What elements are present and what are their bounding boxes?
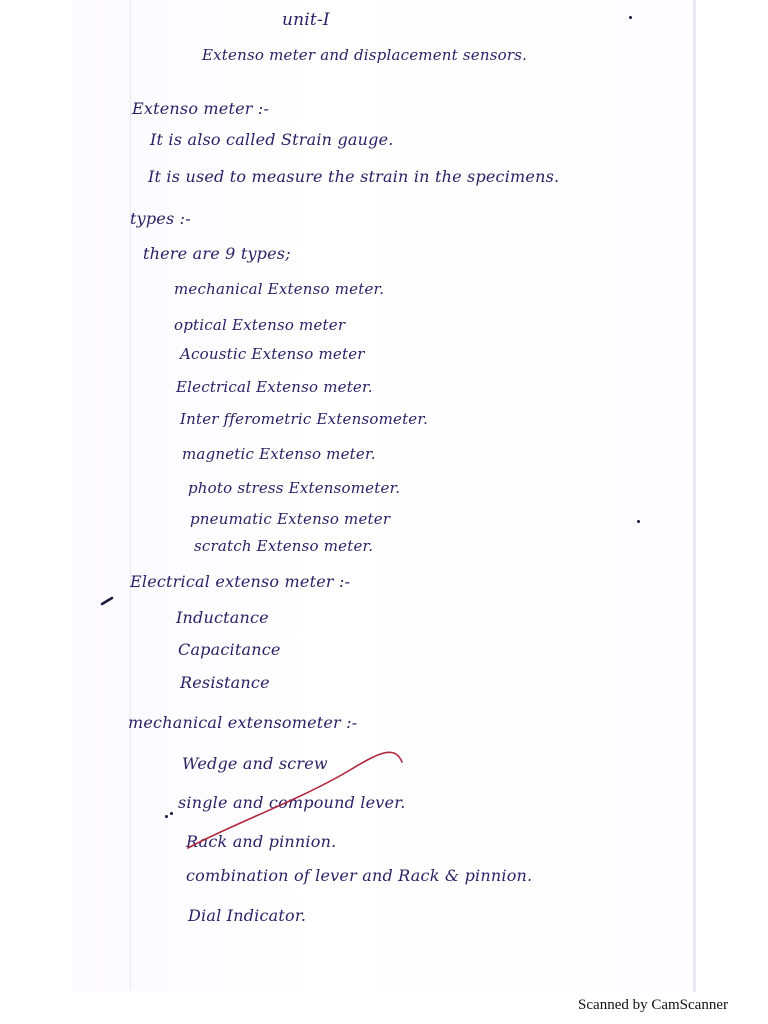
electrical-item: Resistance: [180, 673, 270, 692]
type-item: Electrical Extenso meter.: [176, 378, 373, 396]
mechanical-item: Wedge and screw: [182, 754, 328, 773]
mechanical-item: combination of lever and Rack & pinnion.: [186, 866, 533, 885]
electrical-item: Capacitance: [178, 640, 281, 659]
heading-types: types :-: [130, 209, 191, 228]
extensometer-line-1: It is also called Strain gauge.: [150, 130, 394, 149]
ink-speck: [165, 815, 168, 818]
type-item: Inter fferometric Extensometer.: [180, 410, 429, 428]
extensometer-line-2: It is used to measure the strain in the specimens.: [148, 167, 560, 186]
mechanical-item: Rack and pinnion.: [186, 832, 337, 851]
ink-speck: [170, 812, 173, 815]
type-item: optical Extenso meter: [174, 316, 346, 334]
types-intro: there are 9 types;: [143, 244, 291, 263]
type-item: scratch Extenso meter.: [194, 537, 374, 555]
type-item: magnetic Extenso meter.: [182, 445, 376, 463]
heading-electrical: Electrical extenso meter :-: [130, 572, 351, 591]
ink-speck: [637, 520, 640, 523]
page-title: unit-I: [282, 10, 330, 30]
type-item: photo stress Extensometer.: [188, 479, 401, 497]
margin-line: [130, 0, 131, 990]
heading-extensometer: Extenso meter :-: [132, 99, 270, 118]
page-subtitle: Extenso meter and displacement sensors.: [202, 46, 528, 64]
mechanical-item: Dial Indicator.: [188, 906, 307, 925]
type-item: pneumatic Extenso meter: [190, 510, 391, 528]
heading-mechanical: mechanical extensometer :-: [128, 713, 358, 732]
pen-mark-icon: [100, 596, 114, 606]
scanner-watermark: Scanned by CamScanner: [578, 997, 728, 1013]
electrical-item: Inductance: [176, 608, 269, 627]
red-annotation-stroke: [180, 730, 420, 860]
ink-speck: [629, 16, 632, 19]
type-item: mechanical Extenso meter.: [174, 280, 385, 298]
type-item: Acoustic Extenso meter: [180, 345, 365, 363]
mechanical-item: single and compound lever.: [178, 793, 406, 812]
page-edge: [693, 0, 696, 992]
